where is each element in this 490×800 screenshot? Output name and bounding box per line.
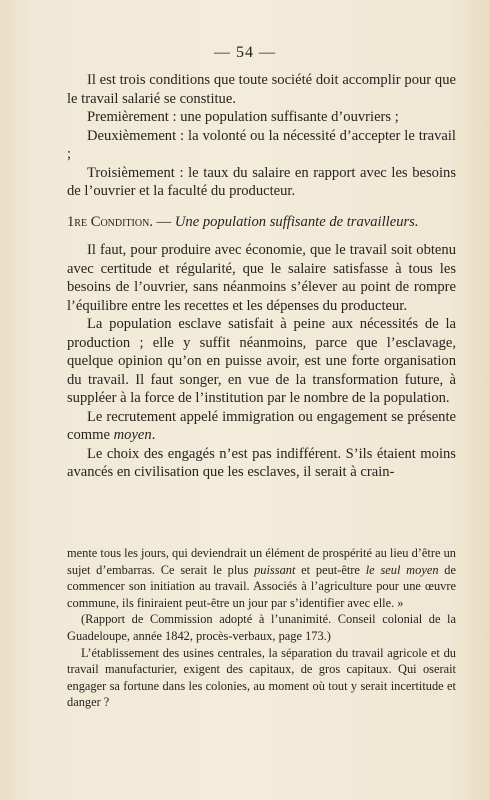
intro-second-condition: Deuxièmement : la volonté ou la nécessité d’accepter le travail ;	[67, 127, 456, 162]
section-label: 1re Condition.	[67, 213, 153, 230]
body-paragraph: La population esclave satisfait à peine aux nécessités de la production ; elle y suffit néanmoins, parce que l’esclavage, quelque opinion qu’on en puisse avoir, est une forte organisation du travail. Il faut songer, en vue de la transformation future, à suppléer à la force de l’institution par le nombre de la population.	[67, 316, 456, 406]
page-number: — 54 —	[214, 44, 276, 61]
footnote-citation: (Rapport de Commission adopté à l’unanimité. Conseil colonial de la Guadeloupe, année 1842, procès-verbaux, page 173.)	[67, 612, 456, 643]
footnote-text: mente tous les jours, qui deviendrait un élément de prospérité au lieu d’être un sujet d’embarras. Ce serait le plus	[67, 546, 456, 577]
body-text: .	[151, 427, 156, 443]
main-text	[67, 71, 456, 482]
footnote-paragraph	[67, 545, 456, 611]
footnote-block	[67, 545, 456, 711]
intro-first-condition: Premièrement : une population suffisante d’ouvriers ;	[87, 109, 399, 125]
body-paragraph	[67, 408, 456, 445]
body-italic: moyen	[113, 427, 152, 443]
section-heading	[67, 213, 456, 232]
body-paragraph: Le choix des engagés n’est pas indifférent. S’ils étaient moins avancés en civilisation que les esclaves, il serait à crain-	[67, 445, 456, 480]
body-paragraph: Il faut, pour produire avec économie, que le travail soit obtenu avec certitude et régularité, que le salaire satisfasse à tous les besoins de l’ouvrier, sans néanmoins s’élever au point de rompre l’équilibre entre les recettes et les dépenses du producteur.	[67, 242, 456, 314]
intro-third-condition: Troisièmement : le taux du salaire en rapport avec les besoins de l’ouvrier et la faculté du producteur.	[67, 164, 456, 199]
footnote-text: et peut-être	[295, 562, 366, 577]
section-subtitle: Une population suffisante de travailleurs.	[174, 213, 419, 230]
footnote-paragraph: L’établissement des usines centrales, la séparation du travail agricole et du travail manufacturier, exigent des capitaux, de gros capitaux. Qui oserait engager sa fortune dans les colonies, au moment où tout y serait incertitude et danger ?	[67, 645, 456, 710]
footnote-italic: le seul moyen	[365, 562, 439, 577]
intro-paragraph: Il est trois conditions que toute société doit accomplir pour que le travail salarié se constitue.	[67, 72, 456, 107]
footnote-text: de commencer son initiation au travail. Associés à l’agriculture pour une œuvre commune, ils finiraient peut-être un jour par s’identifier avec elle. »	[67, 562, 456, 610]
body-text: Le recrutement appelé immigration ou engagement se présente comme	[67, 408, 456, 443]
footnote-italic: puissant	[254, 562, 296, 577]
section-dash: —	[152, 213, 175, 230]
